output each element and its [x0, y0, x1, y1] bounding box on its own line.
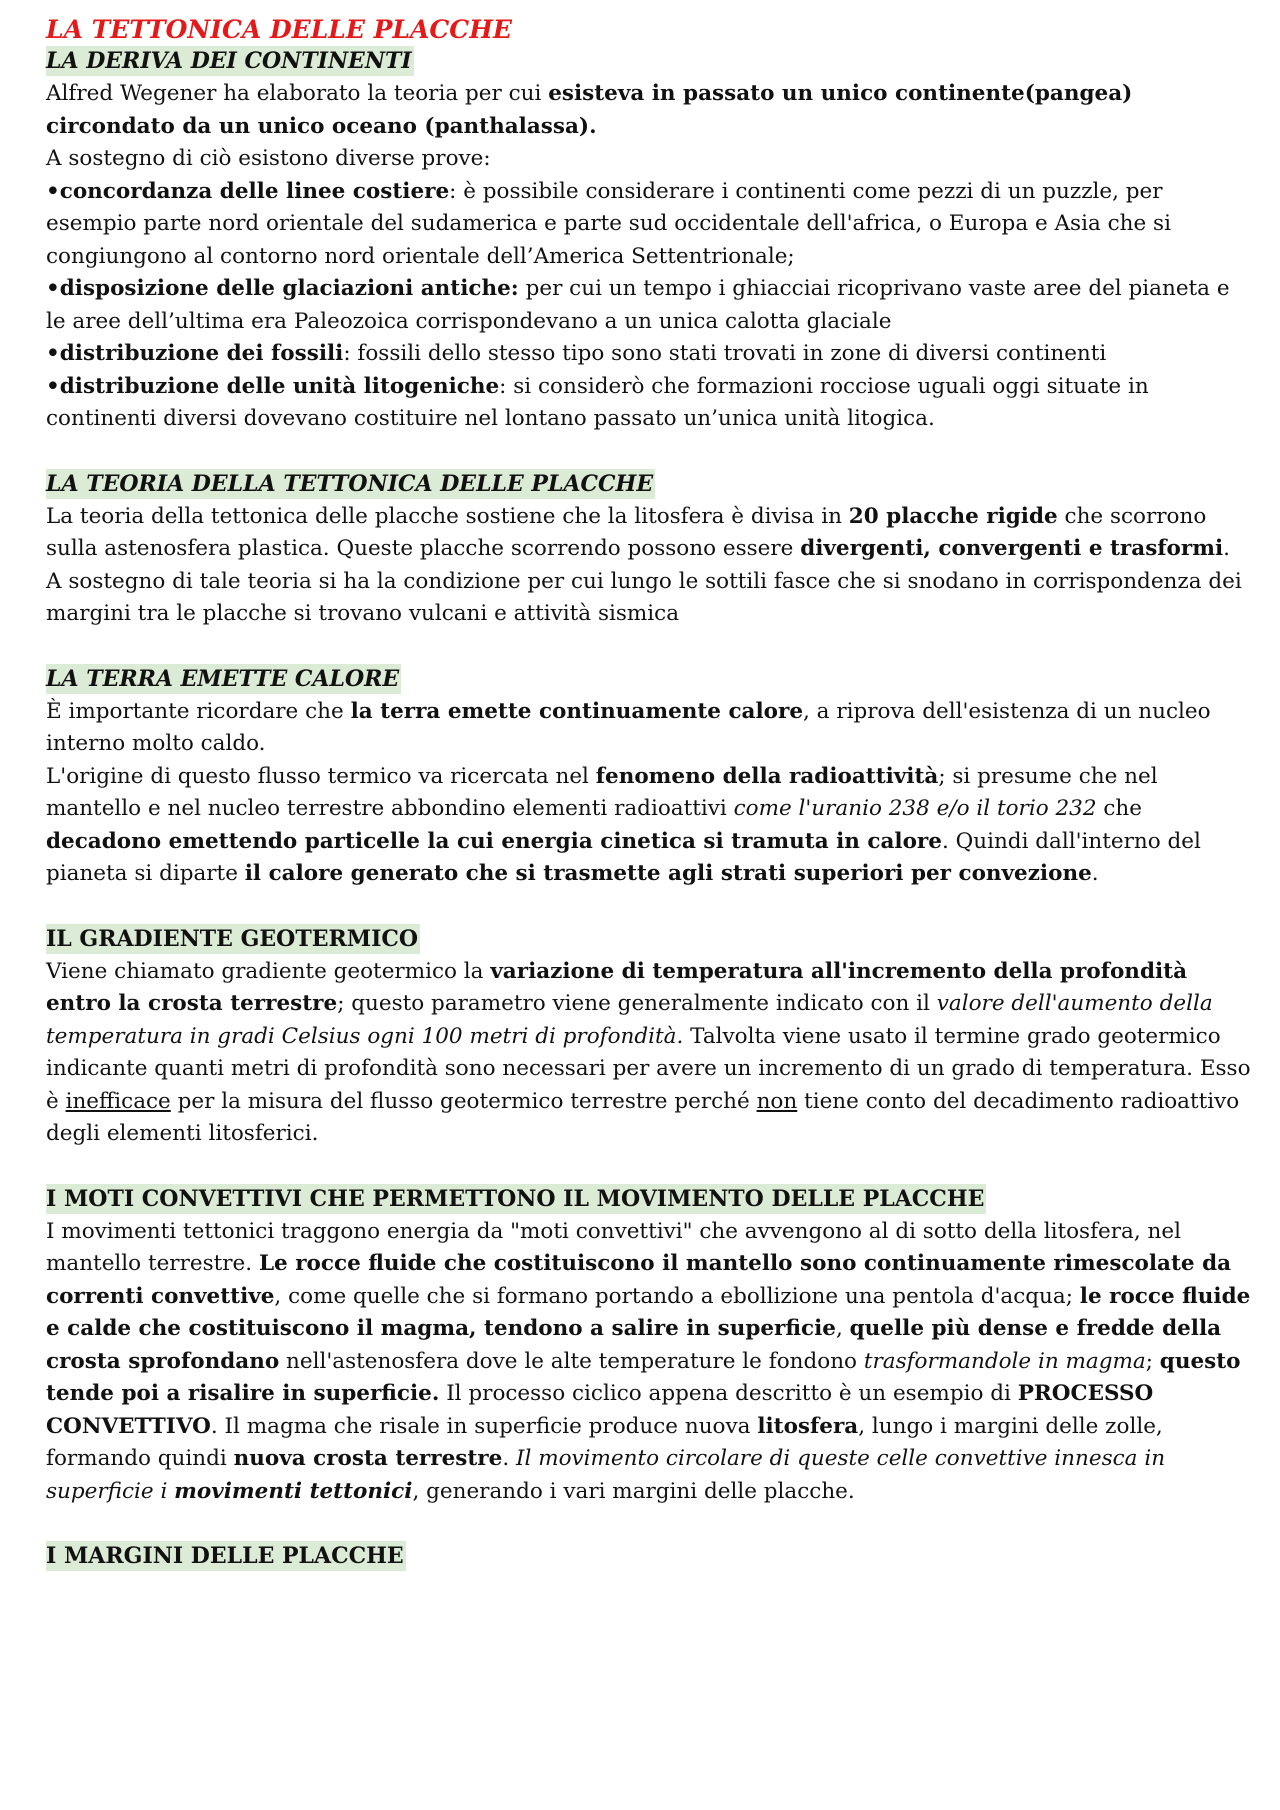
paragraph-prove-intro: A sostegno di ciò esistono diverse prove:: [46, 146, 491, 171]
paragraph-gradiente-geotermico: Viene chiamato gradiente geotermico la variazione di temperatura all'incremento della profondità entro la crosta terrestre; questo parametro viene generalmente indicato con il valore dell'aumento della temperatura in gradi Celsius ogni 100 metri di profondità. Talvolta viene usato il termine grado geotermico indicante quanti metri di profondità sono necessari per avere un incremento di un grado di temperatura. Esso è inefficace per la misura del flusso geotermico terrestre perché non tiene conto del decadimento radioattivo degli elementi litosferici.: [46, 958, 1251, 1146]
paragraph-radioattivita: L'origine di questo flusso termico va ricercata nel fenomeno della radioattività; si presume che nel mantello e nel nucleo terrestre abbondino elementi radioattivi come l'uranio 238 e/o il torio 232 che decadono emettendo particelle la cui energia cinetica si tramuta in calore. Quindi dall'interno del pianeta si diparte il calore generato che si trasmette agli strati superiori per convezione.: [46, 763, 1201, 886]
heading-terra-calore: LA TERRA EMETTE CALORE: [46, 665, 400, 692]
paragraph-wegener: Alfred Wegener ha elaborato la teoria per cui esisteva in passato un unico continente(pangea) circondato da un unico oceano (panthalassa).: [46, 81, 1133, 139]
paragraph-teoria-tettonica: La teoria della tettonica delle placche sostiene che la litosfera è divisa in 20 placche rigide che scorrono sulla astenosfera plastica. Queste placche scorrendo possono essere divergenti, convergenti e trasformi. A sostegno di tale teoria si ha la condizione per cui lungo le sottili fasce che si snodano in corrispondenza dei margini tra le placche si trovano vulcani e attività sismica: [46, 503, 1242, 626]
bullet-glaciazioni: •disposizione delle glaciazioni antiche: per cui un tempo i ghiacciai ricoprivano vaste aree del pianeta e le aree dell’ultima era Paleozoica corrispondevano a un unica calotta glaciale: [46, 276, 1230, 334]
document-title: LA TETTONICA DELLE PLACCHE: [46, 15, 512, 44]
heading-teoria-tettonica: LA TEORIA DELLA TETTONICA DELLE PLACCHE: [46, 470, 654, 497]
bullet-unita-litogeniche: •distribuzione delle unità litogeniche: si considerò che formazioni rocciose uguali oggi situate in continenti diversi dovevano costituire nel lontano passato un’unica unità litogica.: [46, 373, 1149, 431]
bullet-linee-costiere: •concordanza delle linee costiere: è possibile considerare i continenti come pezzi di un puzzle, per esempio parte nord orientale del sudamerica e parte sud occidentale dell'africa, o Europa e Asia che si congiungono al contorno nord orientale dell’America Settentrionale;: [46, 178, 1171, 269]
heading-margini-placche: I MARGINI DELLE PLACCHE: [46, 1543, 404, 1569]
bullet-fossili: •distribuzione dei fossili: fossili dello stesso tipo sono stati trovati in zone di diversi continenti: [46, 341, 1107, 366]
heading-gradiente-geotermico: IL GRADIENTE GEOTERMICO: [46, 925, 419, 952]
paragraph-terra-calore: È importante ricordare che la terra emette continuamente calore, a riprova dell'esistenza di un nucleo interno molto caldo.: [46, 698, 1211, 756]
heading-moti-convettivi: I MOTI CONVETTIVI CHE PERMETTONO IL MOVIMENTO DELLE PLACCHE: [46, 1185, 985, 1212]
paragraph-moti-convettivi: I movimenti tettonici traggono energia da "moti convettivi" che avvengono al di sotto della litosfera, nel mantello terrestre. Le rocce fluide che costituiscono il mantello sono continuamente rimescolate da correnti convettive, come quelle che si formano portando a ebollizione una pentola d'acqua; le rocce fluide e calde che costituiscono il magma, tendono a salire in superficie, quelle più dense e fredde della crosta sprofondano nell'astenosfera dove le alte temperature le fondono trasformandole in magma; questo tende poi a risalire in superficie. Il processo ciclico appena descritto è un esempio di PROCESSO CONVETTIVO. Il magma che risale in superficie produce nuova litosfera, lungo i margini delle zolle, formando quindi nuova crosta terrestre. Il movimento circolare di queste celle convettive innesca in superficie i movimenti tettonici, generando i vari margini delle placche.: [46, 1218, 1251, 1504]
heading-deriva-continenti: LA DERIVA DEI CONTINENTI: [46, 48, 412, 74]
